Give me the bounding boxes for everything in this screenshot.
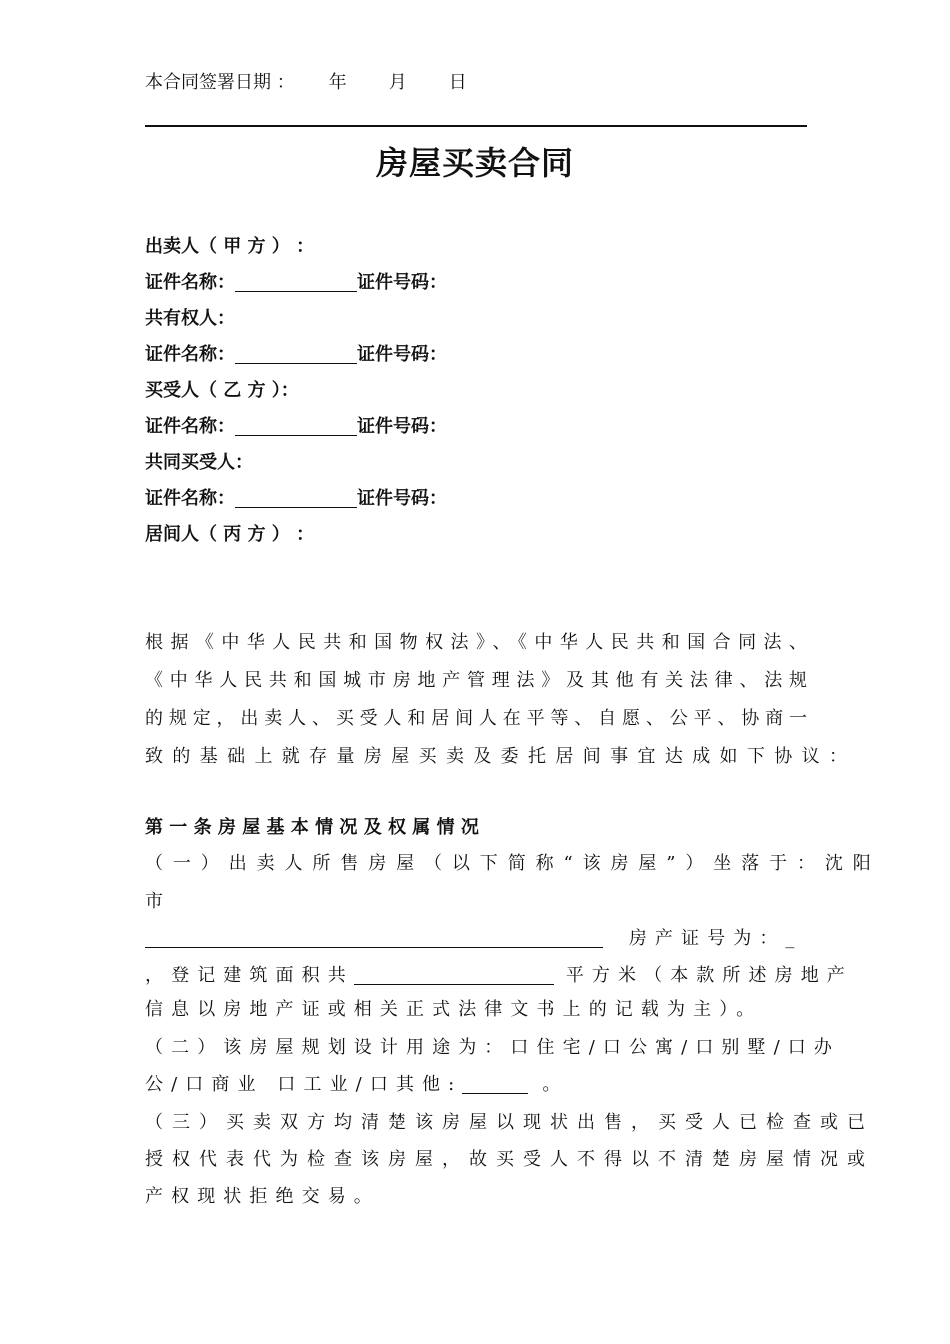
item1-line3 [145, 924, 803, 950]
sign-date-line [145, 68, 467, 94]
area-blank [354, 964, 554, 985]
item2-line1: （二）该房屋规划设计用途为：口住宅/口公寓/口别墅/口办 [145, 1037, 840, 1058]
buyer-label: 买受人（ 乙 方 ）： [145, 380, 299, 401]
co-buyer-id-line [145, 484, 447, 510]
item1-line2: 市 [145, 891, 172, 912]
month-label: 月 [388, 72, 407, 93]
id-number-label: 证件号码： [357, 272, 447, 293]
item3-line1: （三）买卖双方均清楚该房屋以现状出售，买受人已检查或已 [145, 1112, 874, 1133]
preamble-line: 的规定，出卖人、买受人和居间人在平等、自愿、公平、协商一 [145, 708, 807, 729]
id-name-blank [235, 271, 357, 292]
buyer-id-line [145, 412, 447, 438]
buyer-line [145, 376, 299, 402]
id-number-label: 证件号码： [357, 488, 447, 509]
day-label: 日 [448, 72, 467, 93]
broker-label: 居间人（ 丙 方 ） ： [145, 524, 315, 545]
sign-date-label: 本合同签署日期 ： [145, 72, 295, 93]
id-name-label: 证件名称： [145, 488, 235, 509]
item1-line1: （一）出卖人所售房屋（以下简称“该房屋”）坐落于：沈阳 [145, 853, 881, 874]
id-name-blank [235, 343, 357, 364]
co-buyer-label: 共同买受人： [145, 452, 253, 473]
id-name-label: 证件名称： [145, 416, 235, 437]
seller-line [145, 232, 314, 258]
preamble-line: 《中华人民共和国城市房地产管理法》及其他有关法律、法规 [145, 670, 807, 691]
year-label: 年 [328, 72, 347, 93]
id-name-label: 证件名称： [145, 344, 235, 365]
id-name-blank [235, 415, 357, 436]
id-number-label: 证件号码： [357, 344, 447, 365]
co-owner-id-line [145, 340, 447, 366]
co-buyer-line [145, 448, 253, 474]
cert-number-label: 房产证号为：_ [628, 928, 803, 949]
address-blank [145, 927, 603, 948]
item3-line3: 产权现状拒绝交易。 [145, 1186, 380, 1207]
article-1-title: 第一条房屋基本情况及权属情况 [145, 817, 486, 838]
area-prefix: ，登记建筑面积共 [145, 965, 354, 986]
item3-line2: 授权代表代为检查该房屋，故买受人不得以不清楚房屋情况或 [145, 1149, 874, 1170]
id-name-label: 证件名称： [145, 272, 235, 293]
area-suffix: 平方米（本款所述房地产 [565, 965, 853, 986]
seller-label: 出卖人（ 甲 方 ） ： [145, 236, 315, 257]
item1-line4 [145, 961, 853, 987]
page-title: 房屋买卖合同 [375, 144, 574, 182]
usage-suffix: 。 [542, 1074, 569, 1095]
header-divider [145, 125, 807, 127]
broker-line [145, 520, 314, 546]
item2-line2 [145, 1070, 568, 1096]
item1-line5: 信息以房地产证或相关正式法律文书上的记载为主）。 [145, 999, 763, 1020]
id-number-label: 证件号码： [357, 416, 447, 437]
id-name-blank [235, 487, 357, 508]
usage-prefix: 公/口商业 口工业/口其他: [145, 1074, 463, 1095]
preamble-line: 根据《中华人民共和国物权法》、《中华人民共和国合同法、 [145, 632, 807, 653]
seller-id-line [145, 268, 447, 294]
usage-other-blank [462, 1073, 528, 1094]
preamble-line: 致的基础上就存量房屋买卖及委托居间事宜达成如下协议： [145, 746, 857, 767]
co-owner-label: 共有权人： [145, 308, 235, 329]
co-owner-line [145, 304, 235, 330]
